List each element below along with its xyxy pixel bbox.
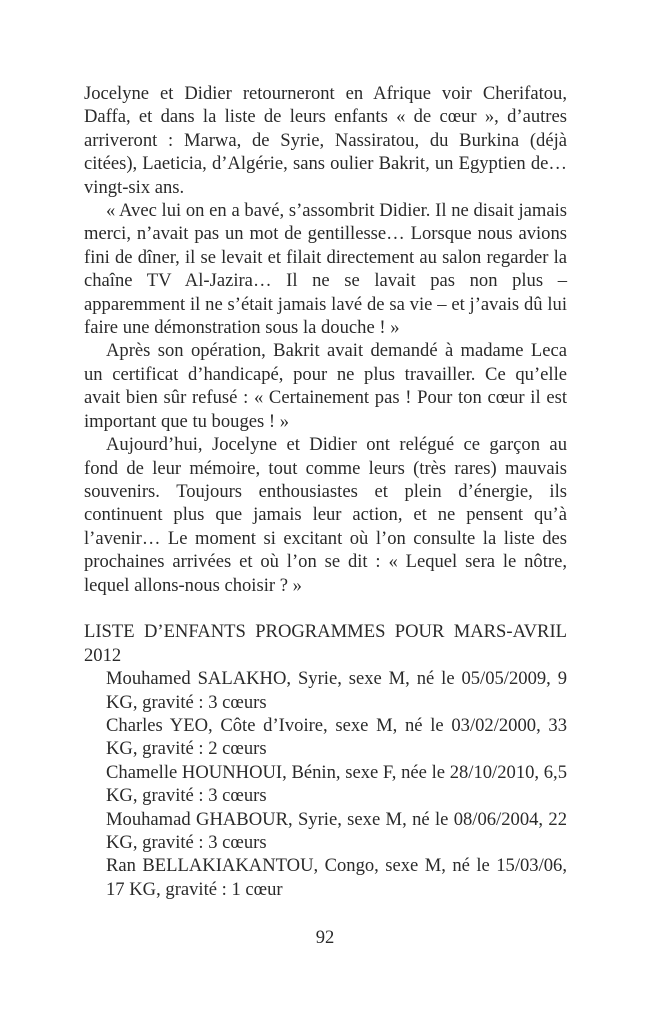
page-number: 92 <box>315 927 335 948</box>
children-list <box>84 667 567 901</box>
paragraph-bakrit-operation: Après son opération, Bakrit avait demandé à madame Leca un certificat d’handicapé, pour ne plus travailler. Ce qu’elle avait bien sûr refusé : « Certainement pas ! Pour ton cœur il est important que tu bouges ! » <box>84 340 567 432</box>
children-list-heading: LISTE D’ENFANTS PROGRAMMES POUR MARS-AVRIL 2012 <box>84 621 567 666</box>
list-item: Mouhamad GHABOUR, Syrie, sexe M, né le 08/06/2004, 22 KG, gravité : 3 cœurs <box>106 808 567 853</box>
list-item: Ran BELLAKIAKANTOU, Congo, sexe M, né le 15/03/06, 17 KG, gravité : 1 cœur <box>106 855 567 900</box>
book-page-body <box>84 82 567 901</box>
list-item: Chamelle HOUNHOUI, Bénin, sexe F, née le 28/10/2010, 6,5 KG, gravité : 3 cœurs <box>106 761 567 807</box>
paragraph-today: Aujourd’hui, Jocelyne et Didier ont relégué ce garçon au fond de leur mémoire, tout comme leurs (très rares) mauvais souvenirs. Toujours enthousiastes et plein d’énergie, ils continuent plus que jamais leur action, et ne pensent qu’à l’avenir… Le moment si excitant où l’on consulte la liste des prochaines arrivées et où l’on se dit : « Lequel sera le nôtre, lequel allons-nous choisir ? » <box>84 434 567 596</box>
paragraph-didier-quote: « Avec lui on en a bavé, s’assombrit Didier. Il ne disait jamais merci, n’avait pas un mot de gentillesse… Lorsque nous avions fini de dîner, il se levait et filait directement au salon regarder la chaîne TV Al-Jazira… Il ne se lavait pas non plus – apparemment il ne s’était jamais lavé de sa vie – et j’avais dû lui faire une démonstration sous la douche ! » <box>84 200 567 339</box>
paragraph-intro: Jocelyne et Didier retourneront en Afrique voir Cherifatou, Daffa, et dans la liste de leurs enfants « de cœur », d’autres arriveront : Marwa, de Syrie, Nassiratou, du Burkina (déjà citées), Laeticia, d’Algérie, sans oulier Bakrit, un Egyptien de… vingt-six ans. <box>84 83 567 198</box>
list-item: Mouhamed SALAKHO, Syrie, sexe M, né le 05/05/2009, 9 KG, gravité : 3 cœurs <box>106 668 567 713</box>
list-item: Charles YEO, Côte d’Ivoire, sexe M, né le 03/02/2000, 33 KG, gravité : 2 cœurs <box>106 714 567 760</box>
